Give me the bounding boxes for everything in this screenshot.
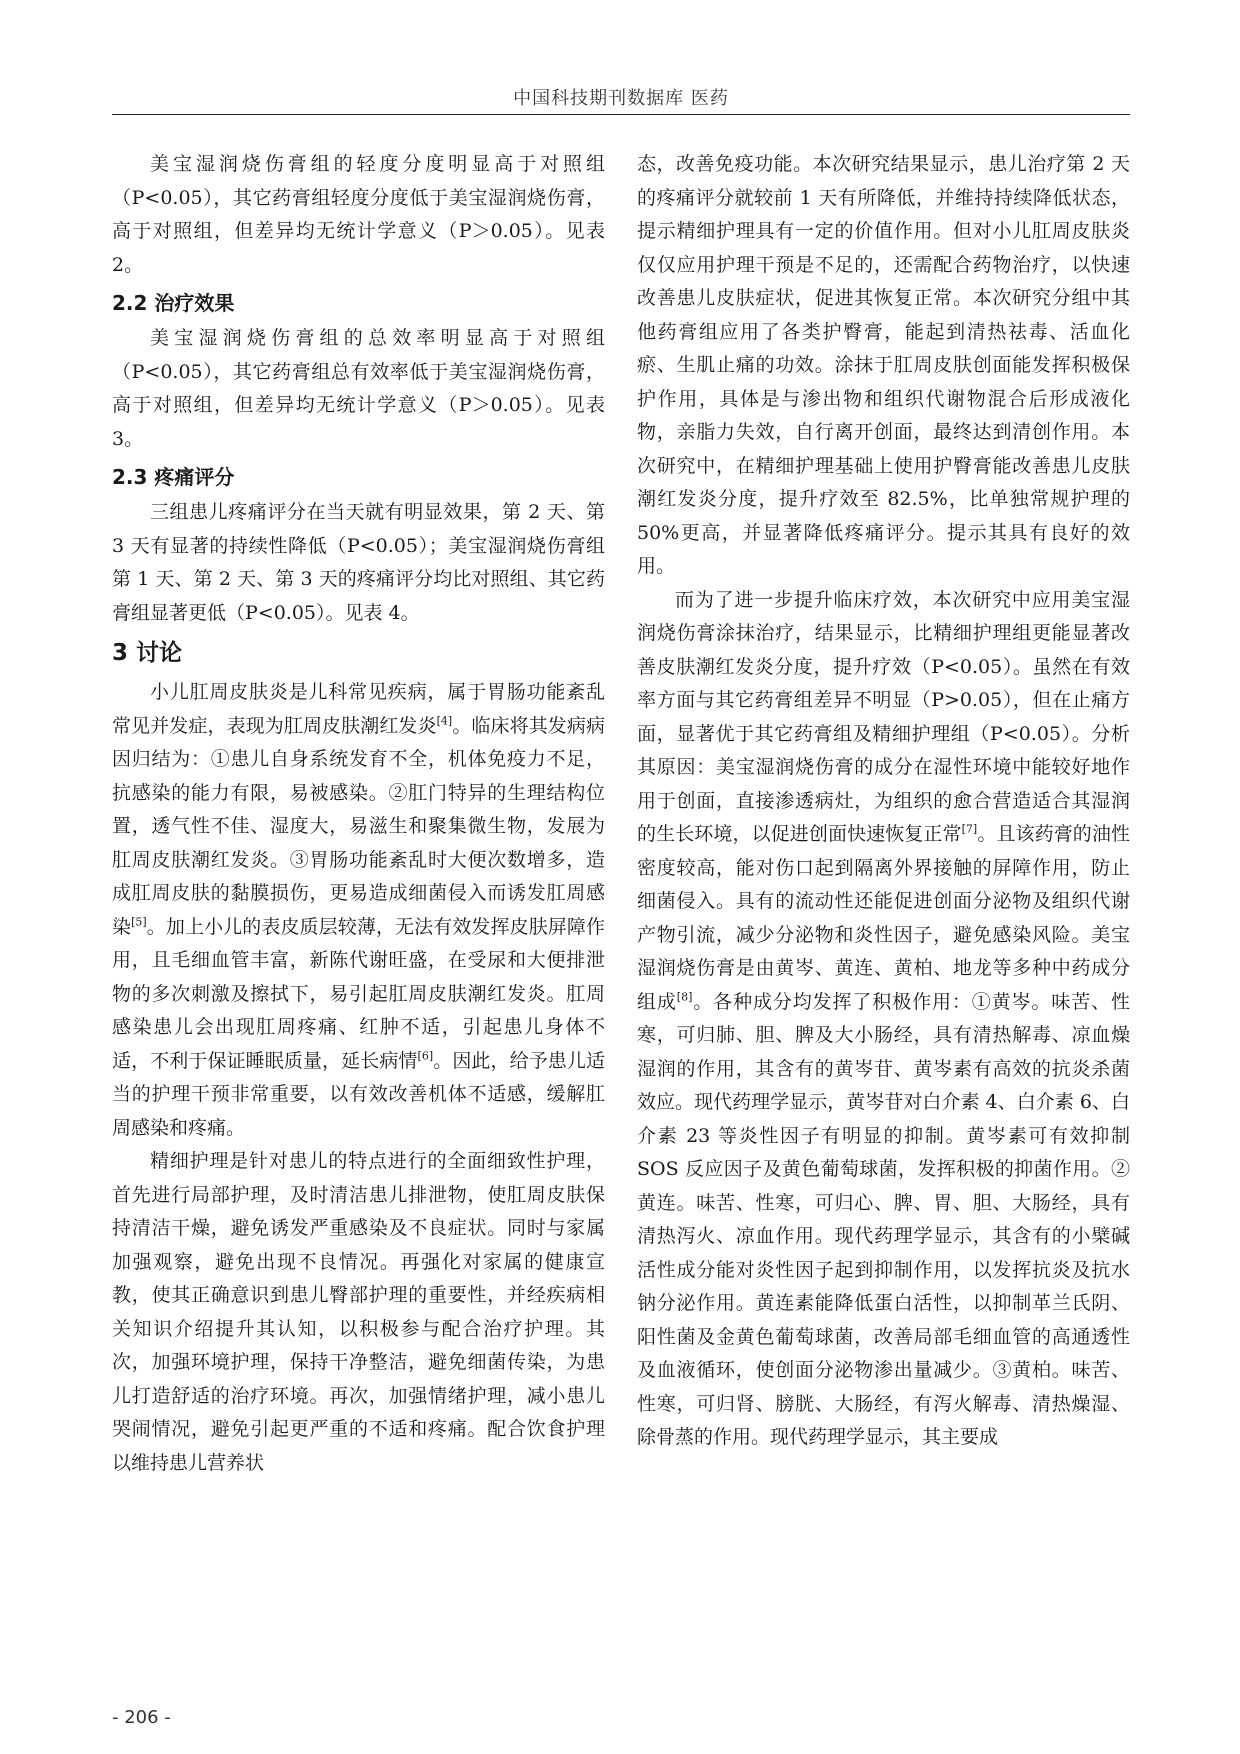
citation-ref: [8] <box>676 990 693 1004</box>
paragraph-discussion-2: 精细护理是针对患儿的特点进行的全面细致性护理，首先进行局部护理，及时清洁患儿排泄物，使肛周皮肤保持清洁干燥，避免诱发严重感染及不良症状。同时与家属加强观察，避免出现不良情况。再强化对家属的健康宣教，使其正确意识到患儿臀部护理的重要性，并经疾病相关知识介绍提升其认知，以积极参与配合治疗护理。其次，加强环境护理，保持干净整洁，避免细菌传染，为患儿打造舒适的治疗环境。再次，加强情绪护理，减小患儿哭闹情况，避免引起更严重的不适和疼痛。配合饮食护理以维持患儿营养状 <box>112 1150 605 1474</box>
header-divider <box>112 114 1130 115</box>
paragraph-pain-score: 三组患儿疼痛评分在当天就有明显效果，第 2 天、第 3 天有显著的持续性降低（P<0.05）；美宝湿润烧伤膏组第 1 天、第 2 天、第 3 天的疼痛评分均比对照组、其它药膏组显著更低（P<0.05）。见表 4。 <box>112 501 605 624</box>
section-heading-2-3: 2.3 疼痛评分 <box>112 465 235 489</box>
left-column <box>112 148 605 1480</box>
text-run: 。临床将其发病病因归结为：①患儿自身系统发育不全，机体免疫力不足，抗感染的能力有限，易被感染。②肛门特异的生理结构位置，透气性不佳、湿度大，易滋生和聚集微生物，发展为肛周皮肤潮红发炎。③胃肠功能紊乱时大便次数增多，造成肛周皮肤的黏膜损伤，更易造成细菌侵入而诱发肛周感染 <box>112 714 605 938</box>
text-run: 。且该药膏的油性密度较高，能对伤口起到隔离外界接触的屏障作用，防止细菌侵入。具有的流动性还能促进创面分泌物及组织代谢产物引流，减少分泌物和炎性因子，避免感染风险。美宝湿润烧伤膏是由黄岑、黄连、黄柏、地龙等多种中药成分组成 <box>637 823 1130 1013</box>
text-run: 。各种成分均发挥了积极作用：①黄岑。味苦、性寒，可归肺、胆、脾及大小肠经，具有清热解毒、凉血燥湿润的作用，其含有的黄岑苷、黄岑素有高效的抗炎杀菌效应。现代药理学显示，黄岑苷对白介素 4、白介素 6、白介素 23 等炎性因子有明显的抑制。黄岑素可有效抑制 SOS 反应因子及黄色葡萄球菌，发挥积极的抑菌作用。②黄连。味苦、性寒，可归心、脾、胃、胆、大肠经，具有清热泻火、凉血作用。现代药理学显示，其含有的小檗碱活性成分能对炎性因子起到抑制作用，以发挥抗炎及抗水钠分泌作用。黄连素能降低蛋白活性，以抑制革兰氏阴、阳性菌及金黄色葡萄球菌，改善局部毛细血管的高通透性及血液循环，使创面分泌物渗出量减少。③黄柏。味苦、性寒，可归肾、膀胱、大肠经，有泻火解毒、清热燥湿、除骨蒸的作用。现代药理学显示，其主要成 <box>637 990 1130 1448</box>
journal-header: 中国科技期刊数据库 医药 <box>513 88 729 109</box>
section-heading-2-2: 2.2 治疗效果 <box>112 291 235 315</box>
text-run: 。因此，给予患儿适当的护理干预非常重要，以有效改善机体不适感，缓解肛周感染和疼痛。 <box>112 1049 605 1139</box>
text-run: 而为了进一步提升临床疗效，本次研究中应用美宝湿润烧伤膏涂抹治疗，结果显示，比精细护理组更能显著改善皮肤潮红发炎分度，提升疗效（P<0.05）。虽然在有效率方面与其它药膏组差异不明显（P>0.05），但在止痛方面，显著优于其它药膏组及精细护理组（P<0.05）。分析其原因：美宝湿润烧伤膏的成分在湿性环境中能较好地作用于创面，直接渗透病灶，为组织的愈合营造适合其湿润的生长环境，以促进创面快速恢复正常 <box>637 588 1130 845</box>
citation-ref: [5] <box>131 915 147 929</box>
section-heading-3: 3 讨论 <box>112 640 183 666</box>
paragraph-discussion-4 <box>637 584 1130 1455</box>
citation-ref: [6] <box>417 1049 434 1063</box>
paragraph-treatment-effect: 美宝湿润烧伤膏组的总效率明显高于对照组（P<0.05），其它药膏组总有效率低于美宝湿润烧伤膏，高于对照组，但差异均无统计学意义（P＞0.05）。见表 3。 <box>112 327 605 450</box>
text-run: 小儿肛周皮肤炎是儿科常见疾病，属于胃肠功能紊乱常见并发症，表现为肛周皮肤潮红发炎 <box>112 681 605 737</box>
page-number: - 206 - <box>112 1707 171 1728</box>
paragraph-discussion-3: 态，改善免疫功能。本次研究结果显示，患儿治疗第 2 天的疼痛评分就较前 1 天有所降低，并维持持续降低状态，提示精细护理具有一定的价值作用。但对小儿肛周皮肤炎仅仅应用护理干预是不足的，还需配合药物治疗，以快速改善患儿皮肤症状，促进其恢复正常。本次研究分组中其他药膏组应用了各类护臀膏，能起到清热祛毒、活血化瘀、生肌止痛的功效。涂抹于肛周皮肤创面能发挥积极保护作用，具体是与渗出物和组织代谢物混合后形成液化物，亲脂力失效，自行离开创面，最终达到清创作用。本次研究中，在精细护理基础上使用护臀膏能改善患儿皮肤潮红发炎分度，提升疗效至 82.5%，比单独常规护理的 50%更高，并显著降低疼痛评分。提示其具有良好的效用。 <box>637 153 1130 577</box>
right-column <box>637 148 1130 1455</box>
citation-ref: [4] <box>436 714 453 728</box>
text-run: 。加上小儿的表皮质层较薄，无法有效发挥皮肤屏障作用，且毛细血管丰富，新陈代谢旺盛，在受尿和大便排泄物的多次刺激及擦拭下，易引起肛周皮肤潮红发炎。肛周感染患儿会出现肛周疼痛、红肿不适，引起患儿身体不适，不利于保证睡眠质量，延长病情 <box>112 915 605 1072</box>
citation-ref: [7] <box>961 822 978 836</box>
paragraph-results-grading: 美宝湿润烧伤膏组的轻度分度明显高于对照组（P<0.05），其它药膏组轻度分度低于美宝湿润烧伤膏，高于对照组，但差异均无统计学意义（P＞0.05）。见表 2。 <box>112 153 605 276</box>
paragraph-discussion-1 <box>112 676 605 1145</box>
